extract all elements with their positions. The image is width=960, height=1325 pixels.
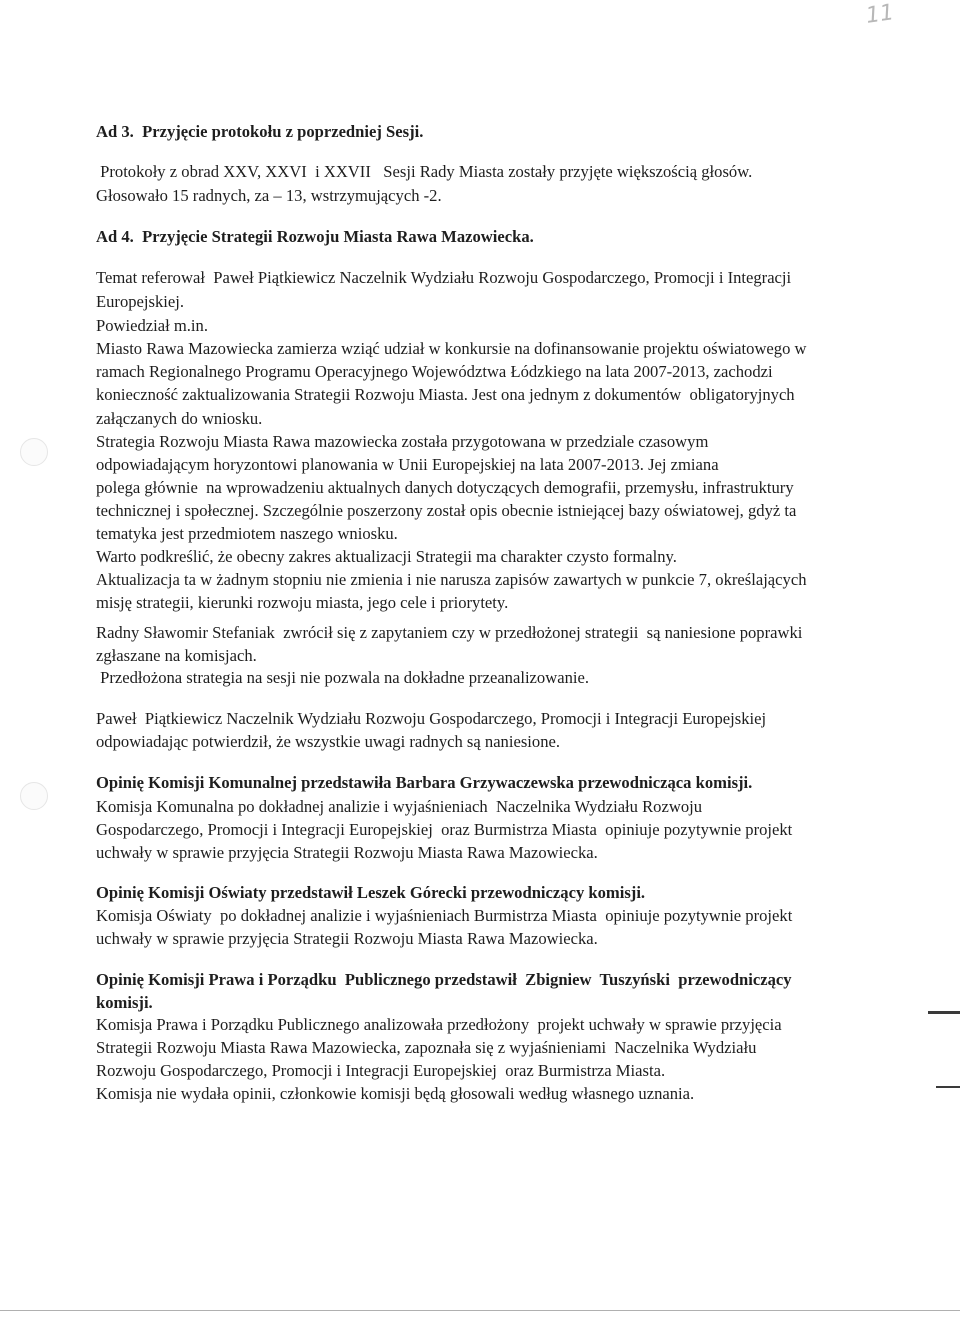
body-text-line: uchwały w sprawie przyjęcia Strategii Rozwoju Miasta Rawa Mazowiecka. [96,843,598,862]
section-heading-line: Ad 4. Przyjęcie Strategii Rozwoju Miasta Rawa Mazowiecka. [96,227,534,246]
body-text-line: Powiedział m.in. [96,316,208,335]
body-text-line: odpowiadając potwierdził, że wszystkie uwagi radnych są naniesione. [96,732,561,751]
body-text-line: konieczność zaktualizowania Strategii Rozwoju Miasta. Jest ona jednym z dokumentów obligatoryjnych [96,385,795,404]
punch-hole-upper [20,438,48,466]
body-text-line: Komisja Prawa i Porządku Publicznego analizowała przedłożony projekt uchwały w sprawie przyjęcia [96,1015,782,1034]
body-text-line: Rozwoju Gospodarczego, Promocji i Integracji Europejskiej oraz Burmistrza Miasta. [96,1061,666,1080]
body-text-line: uchwały w sprawie przyjęcia Strategii Rozwoju Miasta Rawa Mazowiecka. [96,929,598,948]
body-text-line: Warto podkreślić, że obecny zakres aktualizacji Strategii ma charakter czysto formalny. [96,547,677,566]
body-text-line: Komisja nie wydała opinii, członkowie komisji będą głosowali według własnego uznania. [96,1084,695,1103]
body-text-line: odpowiadającym horyzontowi planowania w Unii Europejskiej na lata 2007-2013. Jej zmiana [96,455,719,474]
body-text-line: Aktualizacja ta w żadnym stopniu nie zmienia i nie narusza zapisów zawartych w punkcie 7, określających [96,570,807,589]
body-text-line: Głosowało 15 radnych, za – 13, wstrzymujących -2. [96,186,442,205]
body-text-line: misję strategii, kierunki rozwoju miasta, jego cele i priorytety. [96,593,509,612]
edge-scan-mark-2 [936,1086,960,1088]
section-heading-line: Opinię Komisji Prawa i Porządku Publicznego przedstawił Zbigniew Tuszyński przewodniczący [96,970,792,989]
section-heading-line: Opinię Komisji Oświaty przedstawił Leszek Górecki przewodniczący komisji. [96,883,646,902]
body-text-line: Komisja Komunalna po dokładnej analizie i wyjaśnieniach Naczelnika Wydziału Rozwoju [96,797,703,816]
body-text-line: zgłaszane na komisjach. [96,646,257,665]
body-text-line: Gospodarczego, Promocji i Integracji Europejskiej oraz Burmistrza Miasta opiniuje pozytywnie projekt [96,820,793,839]
section-heading-line: Ad 3. Przyjęcie protokołu z poprzedniej Sesji. [96,122,424,141]
section-heading-line: komisji. [96,993,153,1012]
body-text-line: tematyka jest przedmiotem naszego wniosku. [96,524,398,543]
body-text-line: Radny Sławomir Stefaniak zwrócił się z zapytaniem czy w przedłożonej strategii są naniesione poprawki [96,623,803,642]
edge-scan-mark [928,1011,960,1014]
body-text-line: Strategii Rozwoju Miasta Rawa Mazowiecka, zapoznała się z wyjaśnieniami Naczelnika Wydziału [96,1038,757,1057]
body-text-line: Strategia Rozwoju Miasta Rawa mazowiecka została przygotowana w przedziale czasowym [96,432,709,451]
body-text-line: Europejskiej. [96,292,185,311]
section-heading-line: Opinię Komisji Komunalnej przedstawiła Barbara Grzywaczewska przewodnicząca komisji. [96,773,753,792]
body-text-line: Protokoły z obrad XXV, XXVI i XXVII Sesji Rady Miasta zostały przyjęte większością głosów. [96,162,753,181]
punch-hole-lower [20,782,48,810]
body-text-line: ramach Regionalnego Programu Operacyjnego Województwa Łódzkiego na lata 2007-2013, zachodzi [96,362,773,381]
page-number: 11 [864,0,896,29]
body-text-line: Komisja Oświaty po dokładnej analizie i wyjaśnieniach Burmistrza Miasta opiniuje pozytywnie projekt [96,906,793,925]
body-text-line: technicznej i społecznej. Szczególnie poszerzony został opis obecnie istniejącej bazy oświatowej, gdyż ta [96,501,797,520]
bottom-rule [0,1310,960,1311]
body-text-line: Przedłożona strategia na sesji nie pozwala na dokładne przeanalizowanie. [96,668,589,687]
body-text-line: Paweł Piątkiewicz Naczelnik Wydziału Rozwoju Gospodarczego, Promocji i Integracji Europejskiej [96,709,767,728]
body-text-line: polega głównie na wprowadzeniu aktualnych danych dotyczących demografii, przemysłu, infrastruktury [96,478,794,497]
body-text-line: Miasto Rawa Mazowiecka zamierza wziąć udział w konkursie na dofinansowanie projektu oświatowego w [96,339,807,358]
body-text-line: załączanych do wniosku. [96,409,263,428]
body-text-line: Temat referował Paweł Piątkiewicz Naczelnik Wydziału Rozwoju Gospodarczego, Promocji i Integracji [96,268,792,287]
